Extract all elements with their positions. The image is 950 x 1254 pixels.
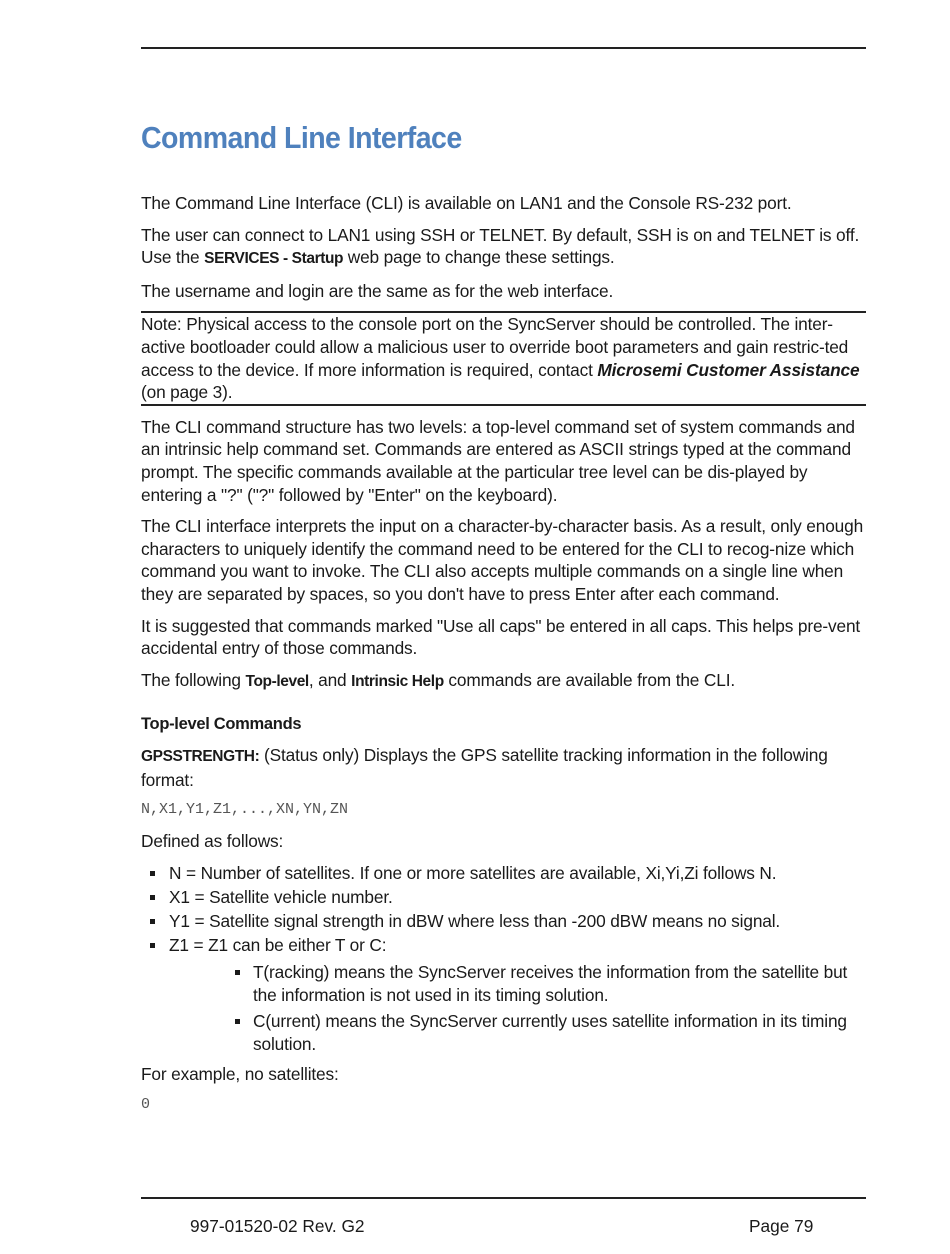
note-text-a: Note: Physical access to the console port on the SyncServer should be controlled. The inter-active bootloader could allow a malicious user to override boot parameters and gain restric-ted access to the device. If more information is required, contact [141,314,849,380]
list-item [141,886,866,909]
square-bullet-icon [235,1019,240,1024]
example-label: For example, no satellites: [141,1064,339,1085]
list-item-text: X1 = Satellite vehicle number. [169,887,393,908]
top-level-ref: Top-level [245,672,309,690]
page-content [141,118,866,1125]
list-item [141,910,866,933]
intrinsic-help-ref: Intrinsic Help [351,672,444,690]
customer-assistance-link[interactable]: Microsemi Customer Assistance [597,359,860,380]
header-rule [141,47,866,49]
following-text-b: , and [308,669,352,690]
list-item-text: Z1 = Z1 can be either T or C: [169,935,387,956]
body-paragraph-caps: It is suggested that commands marked "Use all caps" be entered in all caps. This helps pre-vent accidental entry of those commands. [141,615,861,659]
square-bullet-icon [150,943,155,948]
gpsstrength-description [141,744,866,791]
following-text-a: The following [141,669,246,690]
security-note [141,311,866,405]
list-item-text: Y1 = Satellite signal strength in dBW where less than -200 dBW means no signal. [169,911,781,932]
footer-page-number: Page 79 [749,1216,814,1236]
body-paragraph-following [141,669,866,694]
list-item [141,862,866,885]
intro-p2-text-a: The user can connect to LAN1 using SSH or TELNET. By default, SSH is on and TELNET is off. Use the [141,224,860,268]
note-text-b: (on page 3). [141,382,233,403]
gpsstrength-label: GPSSTRENGTH: [141,748,260,766]
intro-paragraph-1: The Command Line Interface (CLI) is available on LAN1 and the Console RS-232 port. [141,193,792,213]
square-bullet-icon [235,970,240,975]
footer-doc-id: 997-01520-02 Rev. G2 [190,1216,365,1236]
page-title: Command Line Interface [141,120,462,155]
body-paragraph-interpret: The CLI interface interprets the input on a character-by-character basis. As a result, only enough characters to uniquely identify the command need to be entered for the CLI to recog-nize which command you want to invoke. The CLI also accepts multiple commands on a single line when they are separated by spaces, so you don't have to press Enter after each command. [141,516,864,604]
sub-list-item-text: T(racking) means the SyncServer receives the information from the satellite but the information is not used in its timing solution. [253,961,848,1005]
services-startup-ref: SERVICES - Startup [204,250,344,268]
section-heading: Top-level Commands [141,715,302,734]
defined-label: Defined as follows: [141,831,284,852]
gpsstrength-desc-text: (Status only) Displays the GPS satellite tracking information in the following format: [141,745,828,790]
list-item [141,934,866,1055]
sub-list-item-text: C(urrent) means the SyncServer currently uses satellite information in its timing solution. [253,1011,847,1054]
format-code: N,X1,Y1,Z1,...,XN,YN,ZN [141,801,349,819]
body-paragraph-structure: The CLI command structure has two levels: a top-level command set of system commands and an intrinsic help command set. Commands are entered as ASCII strings typed at the command prompt. The specific commands available at the particular tree level can be dis-played by entering a "?" ("?" followed by "Enter" on the keyboard). [141,416,855,505]
square-bullet-icon [150,871,155,876]
sub-list-item [169,961,866,1006]
example-code: 0 [141,1095,151,1113]
intro-paragraph-2 [141,224,866,271]
footer-rule [141,1197,866,1199]
definition-list [141,862,866,1055]
sub-list [169,961,866,1055]
intro-p2-text-b: web page to change these settings. [343,247,615,268]
following-text-c: commands are available from the CLI. [443,669,736,690]
sub-list-item [169,1010,866,1055]
square-bullet-icon [150,919,155,924]
list-item-text: N = Number of satellites. If one or more satellites are available, Xi,Yi,Zi follows N. [169,863,777,884]
square-bullet-icon [150,895,155,900]
intro-paragraph-3: The username and login are the same as for the web interface. [141,280,614,301]
